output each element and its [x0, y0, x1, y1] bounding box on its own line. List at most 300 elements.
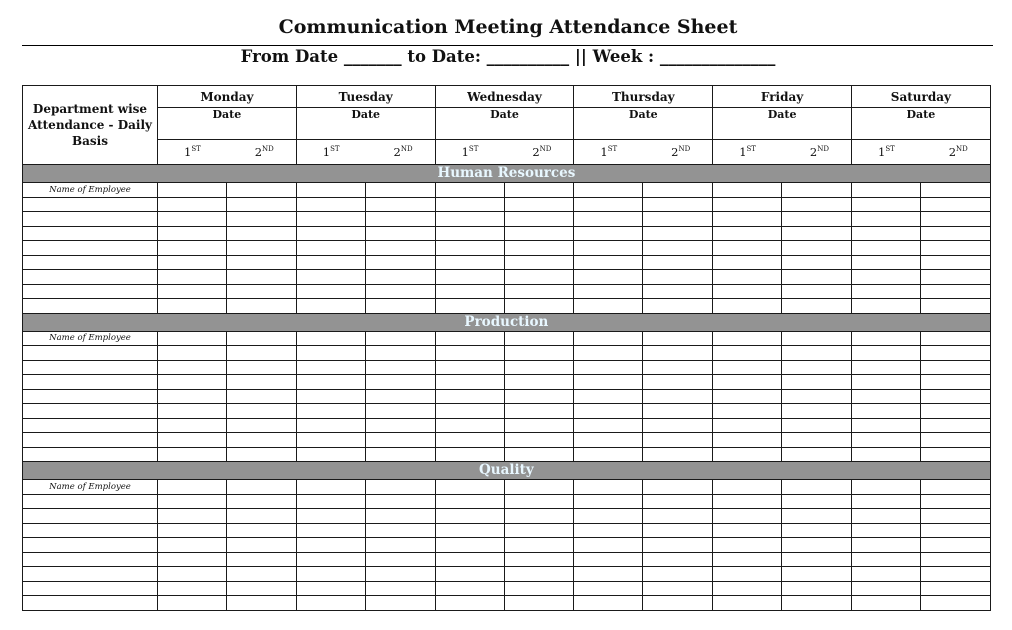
attendance-cell[interactable] [713, 331, 782, 346]
attendance-cell[interactable] [435, 375, 504, 390]
attendance-cell[interactable] [435, 404, 504, 419]
attendance-cell[interactable] [504, 389, 574, 404]
attendance-cell[interactable] [713, 212, 782, 227]
attendance-cell[interactable] [920, 360, 990, 375]
attendance-cell[interactable] [296, 197, 365, 212]
attendance-cell[interactable] [435, 346, 504, 361]
attendance-cell[interactable] [227, 447, 297, 462]
attendance-cell[interactable] [504, 255, 574, 270]
attendance-cell[interactable] [574, 226, 643, 241]
attendance-cell[interactable] [435, 538, 504, 553]
attendance-cell[interactable] [574, 284, 643, 299]
attendance-cell[interactable] [713, 375, 782, 390]
attendance-cell[interactable] [296, 404, 365, 419]
attendance-cell[interactable] [574, 494, 643, 509]
attendance-cell[interactable] [296, 509, 365, 524]
attendance-cell[interactable] [920, 284, 990, 299]
attendance-cell[interactable] [158, 270, 227, 285]
attendance-cell[interactable] [158, 538, 227, 553]
attendance-cell[interactable] [574, 212, 643, 227]
attendance-cell[interactable] [920, 255, 990, 270]
attendance-cell[interactable] [643, 389, 713, 404]
attendance-cell[interactable] [435, 241, 504, 256]
attendance-cell[interactable] [435, 552, 504, 567]
attendance-cell[interactable] [643, 538, 713, 553]
attendance-cell[interactable] [920, 331, 990, 346]
attendance-cell[interactable] [713, 596, 782, 611]
attendance-cell[interactable] [504, 284, 574, 299]
attendance-cell[interactable] [296, 596, 365, 611]
attendance-cell[interactable] [851, 346, 920, 361]
employee-name-cell[interactable] [23, 538, 158, 553]
attendance-cell[interactable] [643, 480, 713, 495]
attendance-cell[interactable] [782, 331, 852, 346]
attendance-cell[interactable] [158, 197, 227, 212]
attendance-cell[interactable] [782, 404, 852, 419]
attendance-cell[interactable] [365, 197, 435, 212]
attendance-cell[interactable] [435, 418, 504, 433]
attendance-cell[interactable] [227, 523, 297, 538]
attendance-cell[interactable] [574, 360, 643, 375]
attendance-cell[interactable] [158, 418, 227, 433]
attendance-cell[interactable] [504, 480, 574, 495]
attendance-cell[interactable] [365, 375, 435, 390]
attendance-cell[interactable] [643, 433, 713, 448]
attendance-cell[interactable] [365, 270, 435, 285]
attendance-cell[interactable] [920, 241, 990, 256]
attendance-cell[interactable] [227, 538, 297, 553]
employee-name-cell[interactable] [23, 270, 158, 285]
attendance-cell[interactable] [227, 331, 297, 346]
attendance-cell[interactable] [782, 552, 852, 567]
attendance-cell[interactable] [365, 581, 435, 596]
attendance-cell[interactable] [158, 567, 227, 582]
attendance-cell[interactable] [296, 480, 365, 495]
attendance-cell[interactable] [365, 552, 435, 567]
attendance-cell[interactable] [158, 404, 227, 419]
attendance-cell[interactable] [296, 433, 365, 448]
attendance-cell[interactable] [158, 494, 227, 509]
attendance-cell[interactable] [296, 346, 365, 361]
attendance-cell[interactable] [574, 433, 643, 448]
attendance-cell[interactable] [920, 509, 990, 524]
attendance-cell[interactable] [365, 494, 435, 509]
attendance-cell[interactable] [574, 404, 643, 419]
attendance-cell[interactable] [504, 509, 574, 524]
attendance-cell[interactable] [158, 212, 227, 227]
attendance-cell[interactable] [851, 255, 920, 270]
attendance-cell[interactable] [851, 404, 920, 419]
attendance-cell[interactable] [227, 183, 297, 198]
attendance-cell[interactable] [296, 255, 365, 270]
attendance-cell[interactable] [158, 299, 227, 314]
employee-name-cell[interactable]: Name of Employee [23, 480, 158, 495]
attendance-cell[interactable] [296, 447, 365, 462]
attendance-cell[interactable] [851, 447, 920, 462]
attendance-cell[interactable] [782, 494, 852, 509]
attendance-cell[interactable] [851, 389, 920, 404]
attendance-cell[interactable] [920, 567, 990, 582]
attendance-cell[interactable] [574, 418, 643, 433]
attendance-cell[interactable] [920, 404, 990, 419]
attendance-cell[interactable] [435, 480, 504, 495]
attendance-cell[interactable] [851, 596, 920, 611]
attendance-cell[interactable] [296, 538, 365, 553]
attendance-cell[interactable] [365, 567, 435, 582]
attendance-cell[interactable] [504, 360, 574, 375]
attendance-cell[interactable] [296, 418, 365, 433]
attendance-cell[interactable] [158, 433, 227, 448]
attendance-cell[interactable] [782, 523, 852, 538]
attendance-cell[interactable] [158, 581, 227, 596]
attendance-cell[interactable] [158, 480, 227, 495]
attendance-cell[interactable] [920, 183, 990, 198]
attendance-cell[interactable] [365, 331, 435, 346]
attendance-cell[interactable] [365, 226, 435, 241]
attendance-cell[interactable] [851, 375, 920, 390]
attendance-cell[interactable] [296, 241, 365, 256]
attendance-cell[interactable] [713, 346, 782, 361]
attendance-cell[interactable] [713, 523, 782, 538]
attendance-cell[interactable] [574, 552, 643, 567]
attendance-cell[interactable] [227, 241, 297, 256]
attendance-cell[interactable] [574, 197, 643, 212]
employee-name-cell[interactable]: Name of Employee [23, 331, 158, 346]
attendance-cell[interactable] [435, 284, 504, 299]
attendance-cell[interactable] [227, 270, 297, 285]
attendance-cell[interactable] [365, 183, 435, 198]
attendance-cell[interactable] [365, 255, 435, 270]
attendance-cell[interactable] [782, 299, 852, 314]
attendance-cell[interactable] [643, 299, 713, 314]
attendance-cell[interactable] [227, 360, 297, 375]
attendance-cell[interactable] [574, 346, 643, 361]
attendance-cell[interactable] [574, 567, 643, 582]
attendance-cell[interactable] [435, 183, 504, 198]
attendance-cell[interactable] [713, 433, 782, 448]
attendance-cell[interactable] [504, 447, 574, 462]
attendance-cell[interactable] [365, 299, 435, 314]
attendance-cell[interactable] [227, 509, 297, 524]
attendance-cell[interactable] [713, 581, 782, 596]
attendance-cell[interactable] [435, 360, 504, 375]
attendance-cell[interactable] [713, 183, 782, 198]
attendance-cell[interactable] [158, 523, 227, 538]
attendance-cell[interactable] [782, 360, 852, 375]
attendance-cell[interactable] [504, 552, 574, 567]
attendance-cell[interactable] [227, 480, 297, 495]
employee-name-cell[interactable] [23, 346, 158, 361]
attendance-cell[interactable] [851, 509, 920, 524]
attendance-cell[interactable] [643, 346, 713, 361]
attendance-cell[interactable] [158, 447, 227, 462]
attendance-cell[interactable] [920, 226, 990, 241]
attendance-cell[interactable] [435, 299, 504, 314]
attendance-cell[interactable] [574, 299, 643, 314]
attendance-cell[interactable] [227, 197, 297, 212]
attendance-cell[interactable] [435, 255, 504, 270]
attendance-cell[interactable] [435, 596, 504, 611]
attendance-cell[interactable] [296, 183, 365, 198]
attendance-cell[interactable] [158, 375, 227, 390]
attendance-cell[interactable] [851, 360, 920, 375]
attendance-cell[interactable] [713, 494, 782, 509]
attendance-cell[interactable] [365, 538, 435, 553]
attendance-cell[interactable] [851, 567, 920, 582]
attendance-cell[interactable] [504, 197, 574, 212]
attendance-cell[interactable] [158, 552, 227, 567]
attendance-cell[interactable] [296, 331, 365, 346]
attendance-cell[interactable] [435, 331, 504, 346]
attendance-cell[interactable] [782, 418, 852, 433]
employee-name-cell[interactable] [23, 596, 158, 611]
attendance-cell[interactable] [158, 360, 227, 375]
employee-name-cell[interactable] [23, 212, 158, 227]
attendance-cell[interactable] [713, 241, 782, 256]
attendance-cell[interactable] [782, 480, 852, 495]
attendance-cell[interactable] [851, 197, 920, 212]
attendance-cell[interactable] [296, 552, 365, 567]
attendance-cell[interactable] [782, 197, 852, 212]
employee-name-cell[interactable] [23, 389, 158, 404]
employee-name-cell[interactable] [23, 433, 158, 448]
attendance-cell[interactable] [920, 581, 990, 596]
attendance-cell[interactable] [713, 360, 782, 375]
employee-name-cell[interactable] [23, 418, 158, 433]
attendance-cell[interactable] [158, 226, 227, 241]
attendance-cell[interactable] [713, 418, 782, 433]
attendance-cell[interactable] [227, 418, 297, 433]
attendance-cell[interactable] [851, 418, 920, 433]
employee-name-cell[interactable] [23, 494, 158, 509]
attendance-cell[interactable] [365, 433, 435, 448]
attendance-cell[interactable] [782, 389, 852, 404]
attendance-cell[interactable] [713, 552, 782, 567]
attendance-cell[interactable] [227, 552, 297, 567]
attendance-cell[interactable] [296, 375, 365, 390]
attendance-cell[interactable] [504, 433, 574, 448]
attendance-cell[interactable] [435, 389, 504, 404]
attendance-cell[interactable] [713, 226, 782, 241]
attendance-cell[interactable] [643, 270, 713, 285]
employee-name-cell[interactable] [23, 375, 158, 390]
attendance-cell[interactable] [643, 552, 713, 567]
attendance-cell[interactable] [435, 509, 504, 524]
employee-name-cell[interactable] [23, 404, 158, 419]
attendance-cell[interactable] [296, 389, 365, 404]
attendance-cell[interactable] [851, 552, 920, 567]
attendance-cell[interactable] [851, 433, 920, 448]
attendance-cell[interactable] [920, 375, 990, 390]
attendance-cell[interactable] [504, 538, 574, 553]
attendance-cell[interactable] [435, 270, 504, 285]
attendance-cell[interactable] [643, 447, 713, 462]
attendance-cell[interactable] [574, 480, 643, 495]
attendance-cell[interactable] [643, 284, 713, 299]
attendance-cell[interactable] [365, 447, 435, 462]
attendance-cell[interactable] [782, 538, 852, 553]
employee-name-cell[interactable] [23, 241, 158, 256]
attendance-cell[interactable] [365, 596, 435, 611]
attendance-cell[interactable] [643, 212, 713, 227]
attendance-cell[interactable] [782, 509, 852, 524]
attendance-cell[interactable] [851, 331, 920, 346]
attendance-cell[interactable] [574, 270, 643, 285]
attendance-cell[interactable] [574, 183, 643, 198]
attendance-cell[interactable] [365, 418, 435, 433]
attendance-cell[interactable] [504, 418, 574, 433]
employee-name-cell[interactable] [23, 567, 158, 582]
attendance-cell[interactable] [504, 183, 574, 198]
attendance-cell[interactable] [296, 284, 365, 299]
attendance-cell[interactable] [158, 255, 227, 270]
attendance-cell[interactable] [782, 433, 852, 448]
attendance-cell[interactable] [851, 183, 920, 198]
attendance-cell[interactable] [435, 212, 504, 227]
attendance-cell[interactable] [158, 183, 227, 198]
employee-name-cell[interactable] [23, 226, 158, 241]
attendance-cell[interactable] [643, 183, 713, 198]
attendance-cell[interactable] [504, 331, 574, 346]
attendance-cell[interactable] [158, 331, 227, 346]
attendance-cell[interactable] [435, 447, 504, 462]
attendance-cell[interactable] [227, 299, 297, 314]
attendance-cell[interactable] [504, 270, 574, 285]
attendance-cell[interactable] [574, 596, 643, 611]
attendance-cell[interactable] [851, 480, 920, 495]
attendance-cell[interactable] [643, 596, 713, 611]
employee-name-cell[interactable] [23, 299, 158, 314]
attendance-cell[interactable] [920, 480, 990, 495]
attendance-cell[interactable] [296, 494, 365, 509]
attendance-cell[interactable] [782, 270, 852, 285]
attendance-cell[interactable] [920, 270, 990, 285]
employee-name-cell[interactable] [23, 523, 158, 538]
attendance-cell[interactable] [227, 404, 297, 419]
attendance-cell[interactable] [782, 284, 852, 299]
attendance-cell[interactable] [920, 389, 990, 404]
attendance-cell[interactable] [782, 183, 852, 198]
attendance-cell[interactable] [227, 375, 297, 390]
attendance-cell[interactable] [920, 538, 990, 553]
attendance-cell[interactable] [504, 346, 574, 361]
attendance-cell[interactable] [574, 581, 643, 596]
attendance-cell[interactable] [851, 270, 920, 285]
attendance-cell[interactable] [365, 509, 435, 524]
attendance-cell[interactable] [713, 404, 782, 419]
attendance-cell[interactable] [435, 567, 504, 582]
attendance-cell[interactable] [158, 389, 227, 404]
employee-name-cell[interactable] [23, 581, 158, 596]
attendance-cell[interactable] [782, 226, 852, 241]
attendance-cell[interactable] [227, 567, 297, 582]
attendance-cell[interactable] [713, 197, 782, 212]
attendance-cell[interactable] [851, 538, 920, 553]
attendance-cell[interactable] [920, 346, 990, 361]
attendance-cell[interactable] [713, 447, 782, 462]
employee-name-cell[interactable] [23, 552, 158, 567]
attendance-cell[interactable] [643, 241, 713, 256]
attendance-cell[interactable] [920, 197, 990, 212]
attendance-cell[interactable] [920, 299, 990, 314]
attendance-cell[interactable] [920, 433, 990, 448]
attendance-cell[interactable] [296, 226, 365, 241]
attendance-cell[interactable] [851, 284, 920, 299]
attendance-cell[interactable] [365, 523, 435, 538]
attendance-cell[interactable] [643, 523, 713, 538]
attendance-cell[interactable] [435, 581, 504, 596]
attendance-cell[interactable] [227, 284, 297, 299]
employee-name-cell[interactable] [23, 197, 158, 212]
attendance-cell[interactable] [574, 331, 643, 346]
attendance-cell[interactable] [920, 447, 990, 462]
attendance-cell[interactable] [365, 212, 435, 227]
attendance-cell[interactable] [227, 389, 297, 404]
attendance-cell[interactable] [851, 241, 920, 256]
attendance-cell[interactable] [643, 404, 713, 419]
attendance-cell[interactable] [851, 494, 920, 509]
attendance-cell[interactable] [365, 480, 435, 495]
attendance-cell[interactable] [504, 241, 574, 256]
attendance-cell[interactable] [713, 270, 782, 285]
attendance-cell[interactable] [227, 212, 297, 227]
attendance-cell[interactable] [920, 552, 990, 567]
attendance-cell[interactable] [158, 241, 227, 256]
attendance-cell[interactable] [296, 360, 365, 375]
attendance-cell[interactable] [504, 299, 574, 314]
attendance-cell[interactable] [713, 480, 782, 495]
attendance-cell[interactable] [296, 212, 365, 227]
attendance-cell[interactable] [782, 581, 852, 596]
attendance-cell[interactable] [574, 509, 643, 524]
attendance-cell[interactable] [435, 433, 504, 448]
attendance-cell[interactable] [920, 494, 990, 509]
attendance-cell[interactable] [158, 346, 227, 361]
attendance-cell[interactable] [435, 494, 504, 509]
attendance-cell[interactable] [365, 360, 435, 375]
attendance-cell[interactable] [782, 241, 852, 256]
employee-name-cell[interactable] [23, 509, 158, 524]
attendance-cell[interactable] [504, 404, 574, 419]
attendance-cell[interactable] [851, 212, 920, 227]
attendance-cell[interactable] [158, 509, 227, 524]
attendance-cell[interactable] [713, 509, 782, 524]
attendance-cell[interactable] [851, 299, 920, 314]
attendance-cell[interactable] [504, 596, 574, 611]
attendance-cell[interactable] [782, 596, 852, 611]
attendance-cell[interactable] [713, 389, 782, 404]
attendance-cell[interactable] [713, 567, 782, 582]
attendance-cell[interactable] [365, 241, 435, 256]
attendance-cell[interactable] [782, 212, 852, 227]
attendance-cell[interactable] [643, 226, 713, 241]
attendance-cell[interactable] [365, 284, 435, 299]
attendance-cell[interactable] [851, 226, 920, 241]
attendance-cell[interactable] [365, 389, 435, 404]
attendance-cell[interactable] [782, 447, 852, 462]
attendance-cell[interactable] [227, 346, 297, 361]
attendance-cell[interactable] [227, 226, 297, 241]
attendance-cell[interactable] [851, 581, 920, 596]
attendance-cell[interactable] [574, 538, 643, 553]
attendance-cell[interactable] [782, 567, 852, 582]
attendance-cell[interactable] [643, 197, 713, 212]
attendance-cell[interactable] [227, 596, 297, 611]
attendance-cell[interactable] [296, 567, 365, 582]
attendance-cell[interactable] [920, 212, 990, 227]
attendance-cell[interactable] [296, 581, 365, 596]
attendance-cell[interactable] [920, 418, 990, 433]
